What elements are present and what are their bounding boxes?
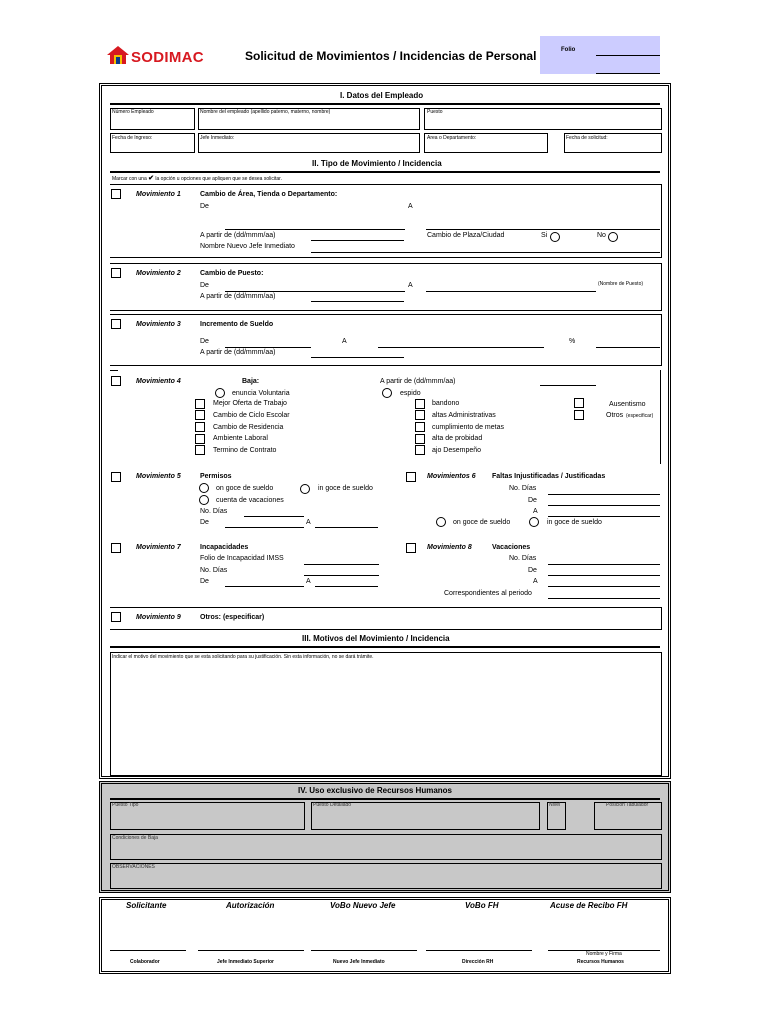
field-condiciones-baja[interactable]	[110, 834, 662, 860]
m8-periodo: Correspondientes al periodo	[444, 590, 532, 597]
checkbox-abandono[interactable]	[415, 399, 425, 409]
checkbox-ausentismo[interactable]	[574, 398, 584, 408]
note-post: la opción u opciones que apliquen que se desea solicitar.	[155, 176, 282, 182]
m1-de-line[interactable]	[225, 229, 405, 230]
firma-role-colaborador: Colaborador	[130, 959, 160, 965]
label-fecha-solicitud: Fecha de solicitud:	[566, 135, 608, 141]
firma-line-colaborador[interactable]	[110, 950, 186, 951]
m9-title: Otros: (especificar)	[200, 614, 265, 621]
firma-line-direccion[interactable]	[426, 950, 532, 951]
instruction-note	[112, 175, 282, 182]
m4-especificar: (especificar)	[626, 413, 654, 419]
m1-jefe: Nombre Nuevo Jefe Inmediato	[200, 243, 295, 250]
m8-a-line[interactable]	[548, 586, 660, 587]
checkbox-bajo-desempeno[interactable]	[415, 445, 425, 455]
firma-head-vobo-fh: VoBo FH	[465, 901, 499, 910]
radio-m1-si[interactable]	[550, 232, 560, 242]
section-2-rule	[110, 171, 660, 173]
m6-no-dias-line[interactable]	[548, 494, 660, 495]
m3-title: Incremento de Sueldo	[200, 321, 274, 328]
m5-a: A	[306, 519, 311, 526]
radio-renuncia-voluntaria[interactable]	[215, 388, 225, 398]
m4-mid-2: cumplimiento de metas	[432, 424, 504, 431]
radio-despido[interactable]	[382, 388, 392, 398]
m4-mid-4: ajo Desempeño	[432, 447, 482, 454]
m2-de: De	[200, 282, 209, 289]
m4-despido: espido	[400, 390, 421, 397]
nombre-firma-label: Nombre y Firma	[586, 951, 622, 957]
folio-label: Folio	[561, 47, 576, 53]
m3-a: A	[342, 338, 347, 345]
checkbox-incumplimiento-metas[interactable]	[415, 422, 425, 432]
m5-label: Movimiento 5	[136, 473, 181, 480]
m4-title: Baja:	[242, 378, 260, 385]
m5-no-dias-line[interactable]	[244, 516, 304, 517]
movimiento-1-frame	[110, 184, 662, 258]
m1-title: Cambio de Área, Tienda o Departamento:	[200, 191, 338, 198]
label-posicion-tabulador: Posición Tabulador	[606, 802, 649, 808]
m1-apartir-line[interactable]	[311, 240, 404, 241]
motivos-textarea[interactable]	[110, 652, 662, 776]
m2-a: A	[408, 282, 413, 289]
m8-a: A	[533, 578, 538, 585]
m4-ausentismo: Ausentismo	[609, 401, 646, 408]
m6-title: Faltas Injustificadas / Justificadas	[492, 473, 606, 480]
firma-role-direccion: Dirección RH	[462, 959, 494, 965]
m6-a-line[interactable]	[548, 516, 660, 517]
section-2-title: II. Tipo de Movimiento / Incidencia	[312, 159, 442, 168]
label-puesto-tipo: Puesto Tipo	[112, 802, 139, 808]
field-puesto[interactable]	[424, 108, 662, 130]
m2-label: Movimiento 2	[136, 270, 181, 277]
m7-label: Movimiento 7	[136, 544, 181, 551]
field-observaciones[interactable]	[110, 863, 662, 889]
movimiento-2-frame	[110, 263, 662, 311]
section-3-title: III. Motivos del Movimiento / Incidencia	[302, 634, 450, 643]
sodimac-logo	[106, 45, 226, 67]
firma-role-rh: Recursos Humanos	[577, 959, 624, 965]
m1-a-line[interactable]	[426, 229, 660, 230]
house-logo-icon	[106, 45, 130, 65]
label-nombre-empleado: Nombre del empleado (apellido paterno, materno, nombre)	[200, 109, 331, 115]
checkbox-cambio-residencia[interactable]	[195, 422, 205, 432]
m3-label: Movimiento 3	[136, 321, 181, 328]
firma-head-acuse: Acuse de Recibo FH	[550, 901, 628, 910]
motivos-hint: Indicar el motivo del movimiento que se esta solicitando para su justificación. Sin esta información, no se dará trámite.	[112, 654, 374, 660]
m8-no-dias: No. Días	[509, 555, 537, 562]
m5-de: De	[200, 519, 209, 526]
firma-role-nuevo-jefe: Nuevo Jefe Inmediato	[333, 959, 385, 965]
m4-apartir: A partir de (dd/mmm/aa)	[380, 378, 456, 385]
checkbox-ciclo-escolar[interactable]	[195, 410, 205, 420]
movimiento-9-frame	[110, 607, 662, 630]
m7-de-line[interactable]	[225, 586, 304, 587]
field-puesto-tipo[interactable]	[110, 802, 305, 830]
m7-a-line[interactable]	[315, 586, 378, 587]
checkbox-ambiente-laboral[interactable]	[195, 434, 205, 444]
m4-left-1: Cambio de Ciclo Escolar	[213, 412, 290, 419]
m1-si: Si	[541, 232, 548, 239]
m7-a: A	[306, 578, 311, 585]
section-4-rule	[110, 798, 660, 800]
checkbox-movimiento-6[interactable]	[406, 472, 416, 482]
m6-label: Movimientos 6	[427, 473, 476, 480]
m2-de-line[interactable]	[225, 291, 405, 292]
firma-line-jefe[interactable]	[198, 950, 304, 951]
label-area: Area o Departamento:	[427, 135, 477, 141]
m2-title: Cambio de Puesto:	[200, 270, 264, 277]
check-mark-icon: ✔	[148, 175, 155, 182]
form-title: Solicitud de Movimientos / Incidencias de Personal	[245, 49, 537, 63]
m5-no-dias: No. Días	[200, 508, 228, 515]
m8-title: Vacaciones	[492, 544, 531, 551]
m1-a: A	[408, 203, 413, 210]
m4-left-3: Ambiente Laboral	[213, 435, 268, 442]
firma-head-vobo-jefe: VoBo Nuevo Jefe	[330, 901, 396, 910]
brand-name: SODIMAC	[131, 49, 204, 66]
m7-no-dias-line[interactable]	[304, 575, 379, 576]
m4-left-4: Termino de Contrato	[213, 447, 277, 454]
label-nivel: Nivel	[549, 802, 561, 808]
m6-no-dias: No. Días	[509, 485, 537, 492]
movimiento-3-frame	[110, 314, 662, 366]
m4-label: Movimiento 4	[136, 378, 181, 385]
m2-a-line[interactable]	[426, 291, 596, 292]
m6-de: De	[528, 497, 537, 504]
label-puesto-detallado: Puesto Detallado	[313, 802, 352, 808]
checkbox-termino-contrato[interactable]	[195, 445, 205, 455]
m6-sin-goce: in goce de sueldo	[547, 519, 602, 526]
m5-title: Permisos	[200, 473, 232, 480]
m1-no: No	[597, 232, 606, 239]
m1-cambio-plaza: Cambio de Plaza/Ciudad	[427, 232, 505, 239]
m4-apartir-line[interactable]	[540, 385, 596, 386]
m1-label: Movimiento 1	[136, 191, 181, 198]
folio-line-2	[596, 73, 660, 74]
m6-de-line[interactable]	[548, 505, 660, 506]
radio-m5-vacaciones[interactable]	[199, 495, 209, 505]
m8-label: Movimiento 8	[427, 544, 472, 551]
label-numero-empleado: Número Empleado	[112, 109, 154, 115]
m4-left-0: Mejor Oferta de Trabajo	[213, 400, 287, 407]
m7-no-dias: No. Días	[200, 567, 228, 574]
m4-mid-1: altas Administrativas	[432, 412, 496, 419]
firma-head-solicitante: Solicitante	[126, 901, 167, 910]
m5-con-goce: on goce de sueldo	[216, 485, 274, 492]
m4-top-rule	[110, 370, 118, 371]
radio-m1-no[interactable]	[608, 232, 618, 242]
checkbox-movimiento-4[interactable]	[111, 376, 121, 386]
section-1-title: I. Datos del Empleado	[340, 91, 424, 100]
radio-m5-sin-goce[interactable]	[300, 484, 310, 494]
checkbox-movimiento-5[interactable]	[111, 472, 121, 482]
m4-left-2: Cambio de Residencia	[213, 424, 284, 431]
section-1-rule	[110, 103, 660, 105]
section-3-rule	[110, 646, 660, 648]
m8-de: De	[528, 567, 537, 574]
m3-pct-line[interactable]	[596, 347, 660, 348]
m5-vacaciones: cuenta de vacaciones	[216, 497, 284, 504]
m8-periodo-line[interactable]	[548, 598, 660, 599]
m5-a-line[interactable]	[315, 527, 378, 528]
m7-title: Incapacidades	[200, 544, 249, 551]
m2-apartir-line[interactable]	[311, 301, 404, 302]
label-jefe-inmediato: Jefe Inmediato:	[200, 135, 235, 141]
checkbox-otros[interactable]	[574, 410, 584, 420]
m1-de: De	[200, 203, 209, 210]
m9-label: Movimiento 9	[136, 614, 181, 621]
label-fecha-ingreso: Fecha de Ingreso:	[112, 135, 153, 141]
m6-a: A	[533, 508, 538, 515]
checkbox-faltas-administrativas[interactable]	[415, 410, 425, 420]
checkbox-mejor-oferta[interactable]	[195, 399, 205, 409]
folio-line-1	[596, 55, 660, 56]
m3-pct: %	[569, 338, 576, 345]
m3-apartir: A partir de (dd/mmm/aa)	[200, 349, 276, 356]
m4-mid-3: alta de probidad	[432, 435, 483, 442]
m3-de-line[interactable]	[225, 347, 311, 348]
m4-right-rule	[660, 370, 661, 464]
label-puesto: Puesto	[427, 109, 443, 115]
m4-otros: Otros	[606, 412, 624, 419]
m7-folio-line[interactable]	[304, 564, 379, 565]
m8-de-line[interactable]	[548, 575, 660, 576]
m5-sin-goce: in goce de sueldo	[318, 485, 373, 492]
firma-line-nuevo-jefe[interactable]	[311, 950, 417, 951]
radio-m6-sin-goce[interactable]	[529, 517, 539, 527]
m1-apartir: A partir de (dd/mmm/aa)	[200, 232, 276, 239]
m7-de: De	[200, 578, 209, 585]
m7-folio: Folio de Incapacidad IMSS	[200, 555, 284, 562]
note-pre: Marcar con una	[112, 176, 147, 182]
m2-nombre-puesto: (Nombre de Puesto)	[598, 281, 644, 287]
m1-bottom-rule	[110, 257, 662, 258]
m3-a-line[interactable]	[378, 347, 544, 348]
checkbox-movimiento-8[interactable]	[406, 543, 416, 553]
m6-con-goce: on goce de sueldo	[453, 519, 511, 526]
section-4-title: IV. Uso exclusivo de Recursos Humanos	[298, 786, 452, 795]
m4-mid-0: bandono	[432, 400, 460, 407]
m4-renuncia: enuncia Voluntaria	[232, 390, 290, 397]
radio-m5-con-goce[interactable]	[199, 483, 209, 493]
m5-de-line[interactable]	[225, 527, 304, 528]
radio-m6-con-goce[interactable]	[436, 517, 446, 527]
checkbox-movimiento-7[interactable]	[111, 543, 121, 553]
label-observaciones: OBSERVACIONES	[112, 864, 155, 870]
m1-jefe-line[interactable]	[311, 252, 660, 253]
checkbox-falta-probidad[interactable]	[415, 434, 425, 444]
m8-no-dias-line[interactable]	[548, 564, 660, 565]
m3-apartir-line[interactable]	[311, 357, 404, 358]
m2-apartir: A partir de (dd/mmm/aa)	[200, 293, 276, 300]
firma-head-autorizacion: Autorización	[226, 901, 275, 910]
label-condiciones-baja: Condiciones de Baja	[112, 835, 158, 841]
m3-de: De	[200, 338, 209, 345]
firma-role-jefe: Jefe Inmediato Superior	[217, 959, 274, 965]
